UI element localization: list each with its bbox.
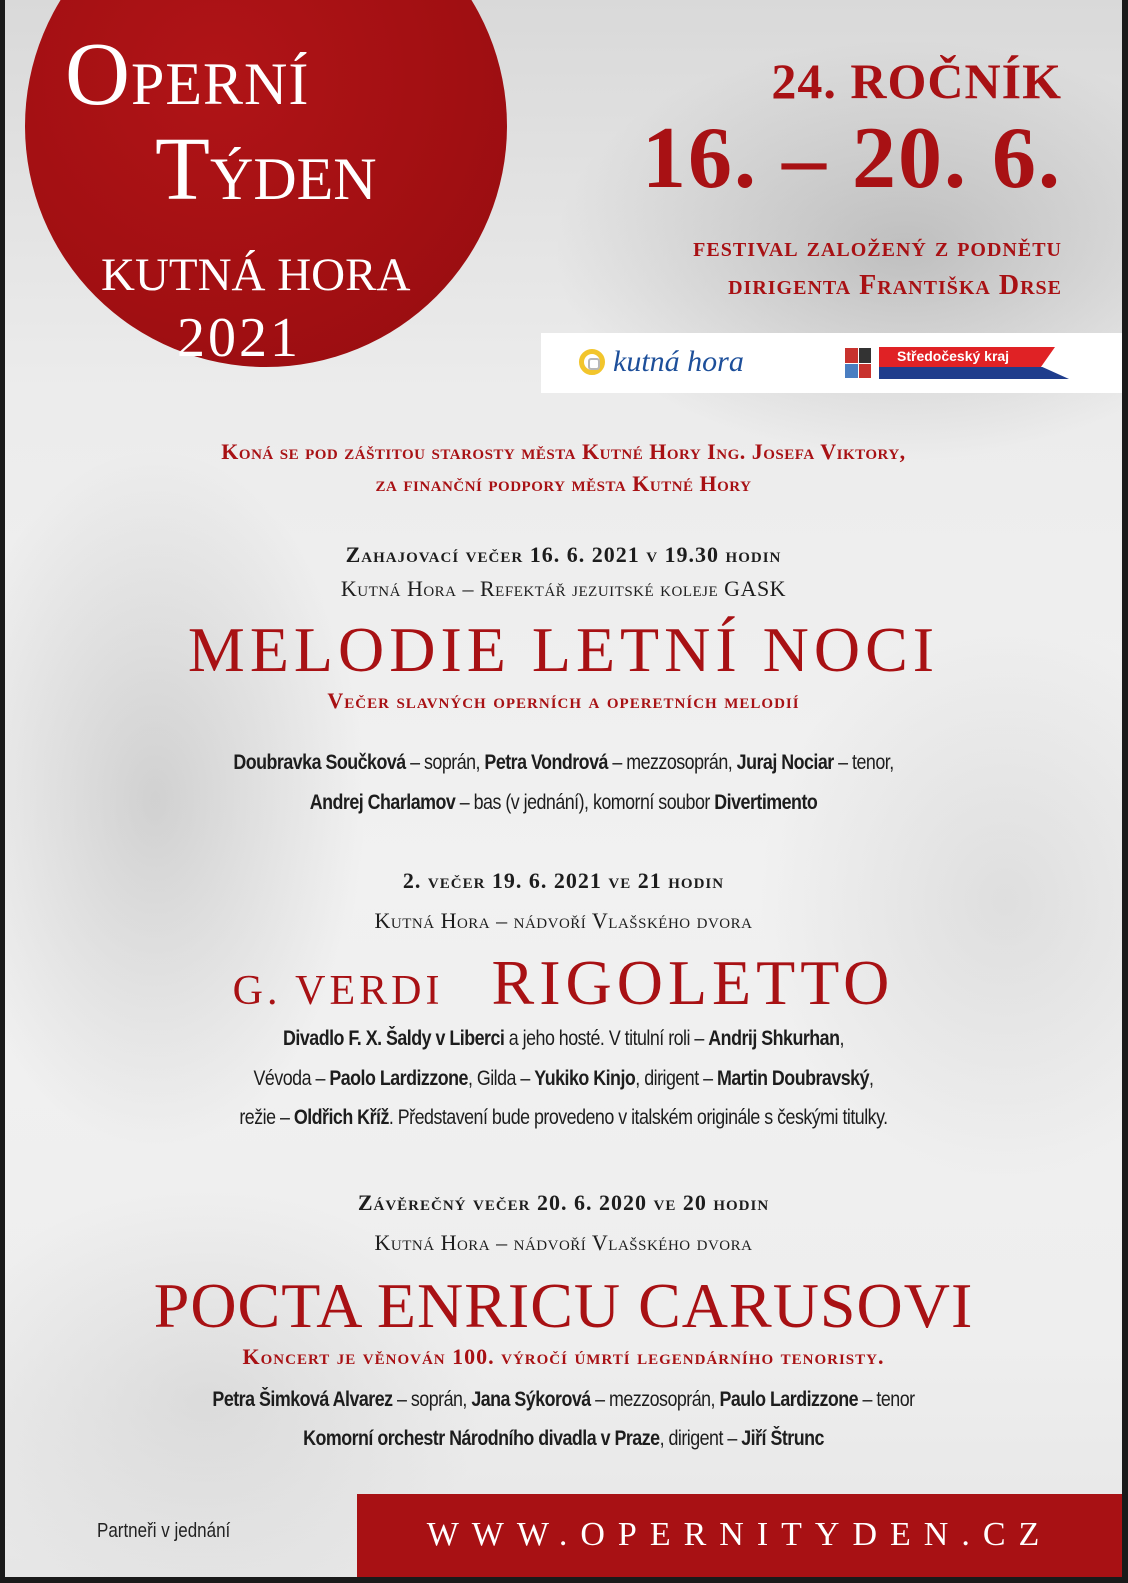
event3-performers-line2 xyxy=(89,1422,1038,1455)
website-banner xyxy=(357,1494,1122,1577)
performer-name: Yukiko Kinjo xyxy=(534,1067,636,1090)
performer-role: , Gilda – xyxy=(467,1067,535,1090)
event2-title: RIGOLETTO xyxy=(491,947,895,1018)
performer-role: . Představení bude provedeno v italském originále s českými titulky. xyxy=(388,1106,888,1129)
kutna-hora-logo xyxy=(579,345,744,379)
performer-name: Andrij Shkurhan xyxy=(708,1027,840,1050)
website-link[interactable]: WWW.OPERNITYDEN.CZ xyxy=(426,1516,1053,1553)
performer-name: Doubravka Součková xyxy=(233,751,406,774)
performer-name: Andrej Charlamov xyxy=(309,791,456,814)
event1-performers-line1 xyxy=(89,746,1038,779)
performer-role: – tenor xyxy=(858,1388,915,1411)
event2-heading: 2. večer 19. 6. 2021 ve 21 hodin xyxy=(402,868,725,893)
logo-title-line1 xyxy=(65,25,310,124)
performer-name: Divadlo F. X. Šaldy v Liberci xyxy=(283,1027,505,1050)
event3-venue: Kutná Hora – nádvoří Vlašského dvora xyxy=(374,1230,753,1255)
event2-performers-line3 xyxy=(89,1101,1038,1134)
event3-performers-line1 xyxy=(89,1383,1038,1416)
logo-word-perni: PERNÍ xyxy=(131,51,310,117)
event3-title: POCTA ENRICU CARUSOVI xyxy=(153,1270,974,1341)
performer-name: Jiří Štrunc xyxy=(741,1427,824,1450)
founder-note-line2: dirigenta Františka Drse xyxy=(728,270,1062,301)
performer-name: Petra Šimková Alvarez xyxy=(212,1388,393,1411)
logo-year: 2021 xyxy=(177,307,301,369)
festival-poster xyxy=(5,0,1122,1577)
performer-role: – soprán, xyxy=(405,751,485,774)
event2-title-row xyxy=(5,946,1122,1020)
kutna-hora-emblem-icon xyxy=(579,349,605,375)
event1-venue: Kutná Hora – Refektář jezuitské koleje GASK xyxy=(340,576,787,601)
logo-initial-t: T xyxy=(155,120,210,219)
event1-heading: Zahajovací večer 16. 6. 2021 v 19.30 hodin xyxy=(345,542,782,567)
performer-name: Paulo Lardizzone xyxy=(719,1388,859,1411)
logo-initial-o: O xyxy=(65,25,131,124)
performer-role: Vévoda – xyxy=(253,1067,330,1090)
performer-name: Divertimento xyxy=(714,791,818,814)
performer-role: režie – xyxy=(239,1106,294,1129)
event2-venue: Kutná Hora – nádvoří Vlašského dvora xyxy=(374,908,753,933)
performer-name: Martin Doubravský xyxy=(716,1067,870,1090)
performer-role: – mezzosoprán, xyxy=(607,751,737,774)
coat-of-arms-icon xyxy=(845,348,871,378)
event3-subtitle: Koncert je věnován 100. výročí úmrtí legendárního tenoristy. xyxy=(242,1344,885,1369)
performer-name: Jana Sýkorová xyxy=(471,1388,591,1411)
founder-note-line1: festival založený z podnětu xyxy=(693,232,1062,263)
stredocesky-kraj-logo xyxy=(845,347,1069,379)
performer-role: , dirigent – xyxy=(635,1067,717,1090)
event2-composer: G. VERDI xyxy=(232,968,444,1014)
performer-name: Paolo Lardizzone xyxy=(329,1067,468,1090)
logo-word-yden: ÝDEN xyxy=(209,146,377,212)
stredocesky-kraj-banner xyxy=(879,347,1069,379)
performer-role: , xyxy=(839,1027,844,1050)
partners-note: Partneři v jednání xyxy=(97,1520,231,1542)
performer-name: Petra Vondrová xyxy=(484,751,608,774)
event3-heading: Závěrečný večer 20. 6. 2020 ve 20 hodin xyxy=(357,1190,770,1215)
event2-performers-line2 xyxy=(89,1062,1038,1095)
performer-name: Juraj Nociar xyxy=(736,751,834,774)
performer-role: , dirigent – xyxy=(659,1427,742,1450)
performer-role: – mezzosoprán, xyxy=(590,1388,720,1411)
patronage-line1: Koná se pod záštitou starosty města Kutné Hory Ing. Josefa Viktory, xyxy=(221,439,906,464)
festival-dates: 16. – 20. 6. xyxy=(642,110,1062,207)
performer-role: , xyxy=(869,1067,874,1090)
performer-role: – soprán, xyxy=(392,1388,472,1411)
performer-role: a jeho hosté. V titulní roli – xyxy=(504,1027,709,1050)
event1-title: MELODIE LETNÍ NOCI xyxy=(187,614,940,685)
event2-performers-line1 xyxy=(89,1022,1038,1055)
stredocesky-kraj-label: Středočeský kraj xyxy=(897,348,1010,364)
patronage-line2: za finanční podpory města Kutné Hory xyxy=(375,471,752,496)
logo-city: KUTNÁ HORA xyxy=(101,249,411,301)
performer-name: Oldřich Kříž xyxy=(293,1106,389,1129)
performer-name: Komorní orchestr Národního divadla v Praze xyxy=(303,1427,660,1450)
performer-role: – bas (v jednání), komorní soubor xyxy=(455,791,715,814)
logo-title-line2 xyxy=(155,120,377,219)
performer-role: – tenor, xyxy=(833,751,894,774)
edition-label: 24. ROČNÍK xyxy=(771,53,1062,109)
sponsor-logos-bar xyxy=(541,333,1122,393)
event1-performers-line2 xyxy=(89,786,1038,819)
event1-subtitle: Večer slavných operních a operetních melodií xyxy=(327,688,800,713)
kutna-hora-logo-text: kutná hora xyxy=(613,345,744,378)
founder-note xyxy=(693,229,1062,305)
